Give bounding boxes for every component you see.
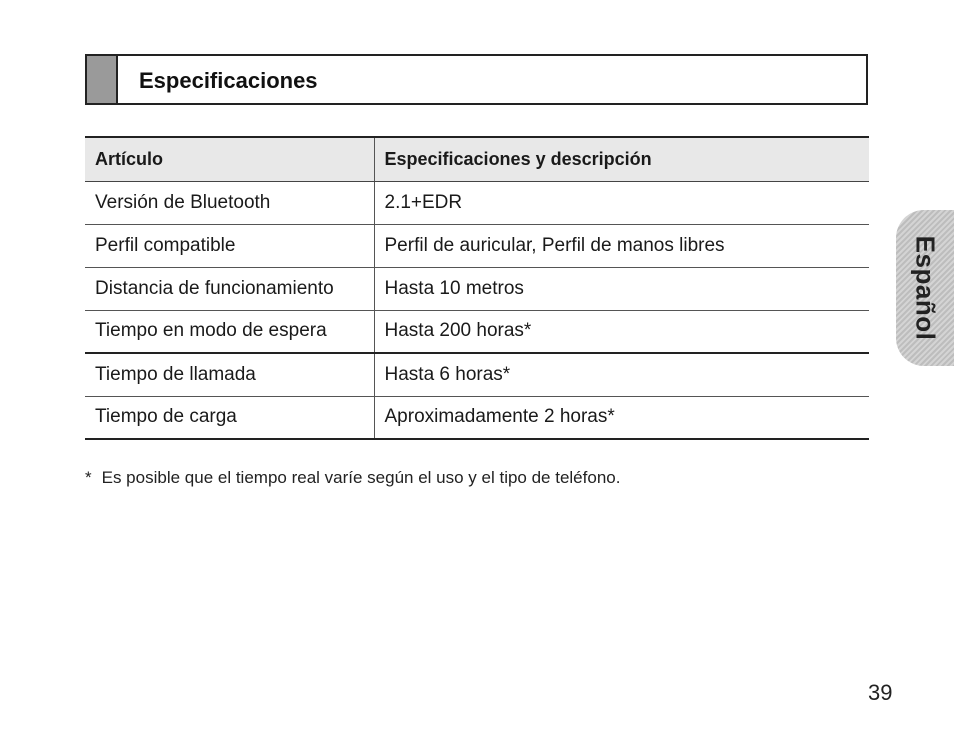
header-item: Artículo bbox=[85, 137, 374, 181]
section-title: Especificaciones bbox=[139, 68, 318, 93]
header-description: Especificaciones y descripción bbox=[374, 137, 869, 181]
row-value: Hasta 6 horas* bbox=[374, 353, 869, 396]
row-value: Hasta 10 metros bbox=[374, 267, 869, 310]
table-row bbox=[85, 267, 869, 310]
table-row bbox=[85, 310, 869, 353]
language-tab bbox=[896, 210, 954, 366]
row-item: Tiempo de carga bbox=[85, 396, 374, 439]
row-item: Tiempo de llamada bbox=[85, 353, 374, 396]
section-marker bbox=[85, 56, 118, 103]
row-item: Perfil compatible bbox=[85, 224, 374, 267]
row-value: Hasta 200 horas* bbox=[374, 310, 869, 353]
specifications-table bbox=[85, 136, 869, 440]
table-row bbox=[85, 224, 869, 267]
footnote-text: Es posible que el tiempo real varíe según el uso y el tipo de teléfono. bbox=[101, 468, 621, 487]
footnote-mark: * bbox=[85, 468, 92, 487]
section-header bbox=[85, 54, 868, 105]
row-item: Distancia de funcionamiento bbox=[85, 267, 374, 310]
row-value: Perfil de auricular, Perfil de manos libres bbox=[374, 224, 869, 267]
row-value: Aproximadamente 2 horas* bbox=[374, 396, 869, 439]
page-number: 39 bbox=[868, 680, 893, 705]
row-value: 2.1+EDR bbox=[374, 181, 869, 224]
row-item: Versión de Bluetooth bbox=[85, 181, 374, 224]
table-row bbox=[85, 181, 869, 224]
table-row bbox=[85, 353, 869, 396]
language-tab-label: Español bbox=[910, 235, 941, 341]
table-header-row bbox=[85, 137, 869, 181]
table-row bbox=[85, 396, 869, 439]
row-item: Tiempo en modo de espera bbox=[85, 310, 374, 353]
footnote bbox=[85, 468, 620, 488]
